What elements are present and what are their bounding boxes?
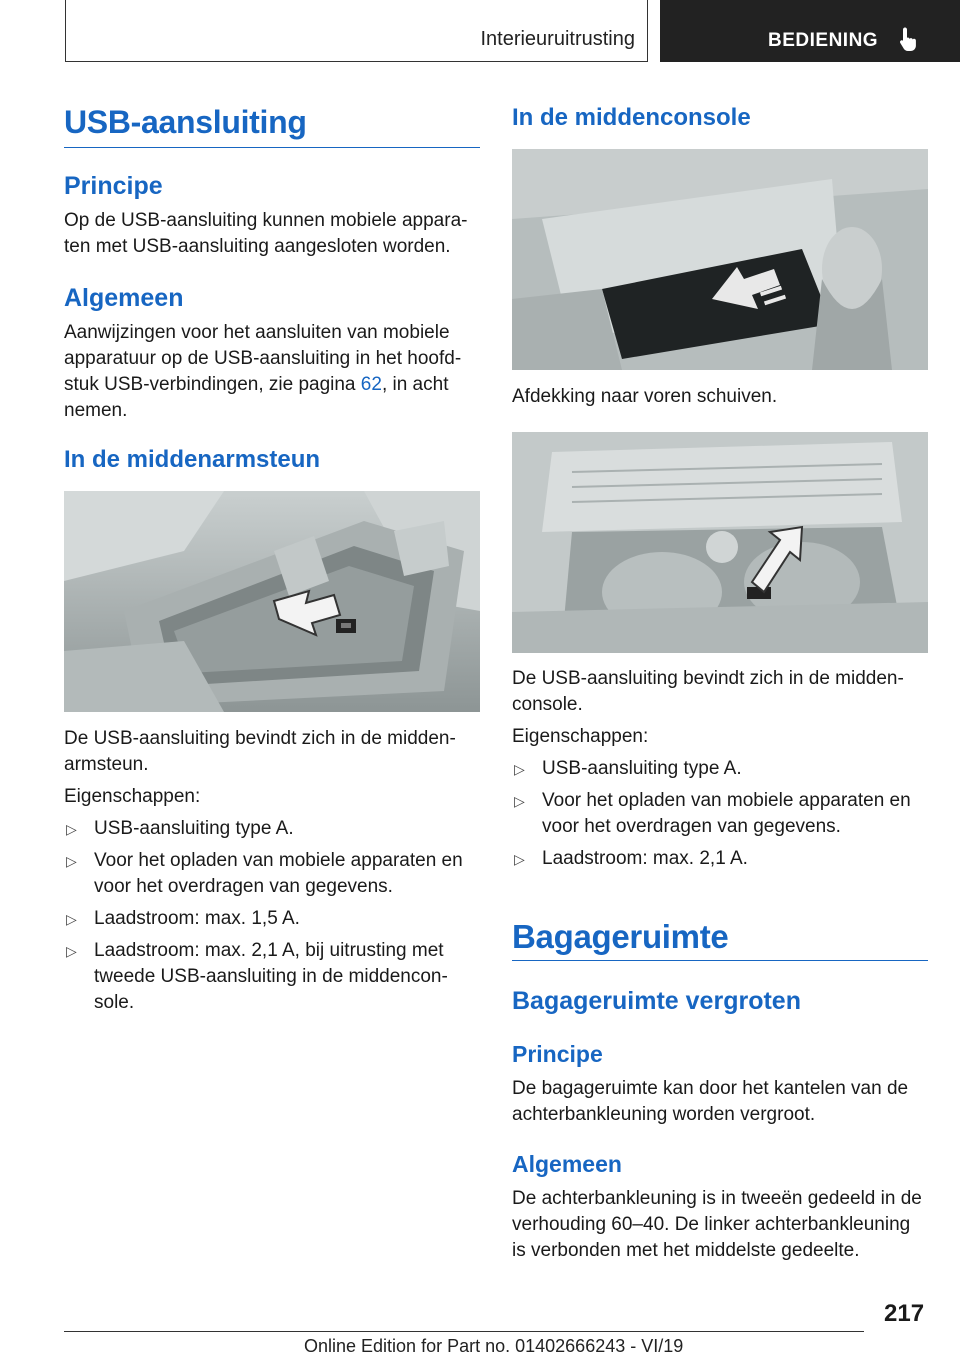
armrest-usb-photo bbox=[64, 491, 480, 712]
header-chapter-box bbox=[660, 0, 960, 62]
algemeen-heading: Algemeen bbox=[64, 284, 184, 312]
header-section-box bbox=[65, 0, 648, 62]
bagage-title-rule bbox=[512, 960, 928, 961]
console-caption-1: Afdekking naar voren schuiven. bbox=[512, 386, 778, 407]
vergroten-heading: Bagageruimte vergroten bbox=[512, 987, 801, 1015]
console-heading: In de middenconsole bbox=[512, 104, 751, 131]
left-props-list bbox=[64, 816, 480, 1016]
right-props-list bbox=[512, 756, 928, 872]
bullet-triangle-icon: ▷ bbox=[66, 911, 77, 927]
bagage-principe-heading: Principe bbox=[512, 1041, 603, 1067]
bullet-triangle-icon: ▷ bbox=[514, 851, 525, 867]
header-section-title: Interieuruitrusting bbox=[480, 28, 635, 50]
armsteun-heading: In de middenarmsteun bbox=[64, 446, 321, 473]
usb-title: USB-aansluiting bbox=[64, 104, 307, 140]
bullet-triangle-icon: ▷ bbox=[66, 943, 77, 959]
principe-text: Op de USB-aansluiting kunnen mobiele apparaten met USB-aansluiting aangesloten worden. bbox=[64, 210, 468, 257]
page-link[interactable]: 62 bbox=[360, 374, 382, 395]
footer-edition: Online Edition for Part no. 01402666243 - VI/19 bbox=[304, 1336, 684, 1356]
list-item: ▷ Laadstroom: max. 2,1 A. bbox=[512, 846, 928, 872]
page-number: 217 bbox=[884, 1300, 925, 1327]
bagage-algemeen-text: De achterbankleuning is in tweeën gedeeld in de verhouding 60–40. De linker achterbankleuning is verbonden met het middelste gedeelte. bbox=[512, 1188, 922, 1261]
title-rule bbox=[64, 147, 480, 148]
bullet-triangle-icon: ▷ bbox=[66, 853, 77, 869]
bullet-triangle-icon: ▷ bbox=[514, 793, 525, 809]
hand-pointer-icon bbox=[898, 26, 920, 52]
list-item: ▷ Laadstroom: max. 2,1 A, bij uitrusting met tweede USB-aansluiting in de middenconsole. bbox=[66, 940, 448, 1013]
console-usb-photo bbox=[512, 432, 928, 653]
list-item: ▷ USB-aansluiting type A. bbox=[64, 816, 480, 842]
bagage-algemeen-heading: Algemeen bbox=[512, 1151, 622, 1177]
principe-heading: Principe bbox=[64, 172, 163, 200]
algemeen-text: Aanwijzingen voor het aansluiten van mobiele apparatuur op de USB-aansluiting in het hoofdstuk USB-verbindingen, zie pagina 62, in acht nemen. bbox=[64, 322, 462, 421]
bagage-principe-text: De bagageruimte kan door het kantelen van de achterbankleuning worden vergroot. bbox=[512, 1078, 909, 1125]
bullet-triangle-icon: ▷ bbox=[514, 761, 525, 777]
footer-rule bbox=[64, 1331, 864, 1332]
bullet-triangle-icon: ▷ bbox=[66, 821, 77, 837]
list-item: ▷ Laadstroom: max. 1,5 A. bbox=[64, 906, 480, 932]
right-props-label: Eigenschappen: bbox=[512, 726, 649, 747]
console-cover-photo bbox=[512, 149, 928, 370]
bagageruimte-title: Bagageruimte bbox=[512, 918, 729, 955]
list-item: ▷ Voor het opladen van mobiele apparaten en voor het overdragen van gegevens. bbox=[514, 790, 911, 837]
armsteun-caption: De USB-aansluiting bevindt zich in de middenarmsteun. bbox=[64, 728, 456, 775]
left-props-label: Eigenschappen: bbox=[64, 786, 201, 807]
console-caption-2: De USB-aansluiting bevindt zich in de middenconsole. bbox=[512, 668, 904, 715]
list-item: ▷ USB-aansluiting type A. bbox=[512, 756, 928, 782]
header-chapter-title: BEDIENING bbox=[768, 30, 879, 51]
list-item: ▷ Voor het opladen van mobiele apparaten en voor het overdragen van gegevens. bbox=[66, 850, 463, 897]
